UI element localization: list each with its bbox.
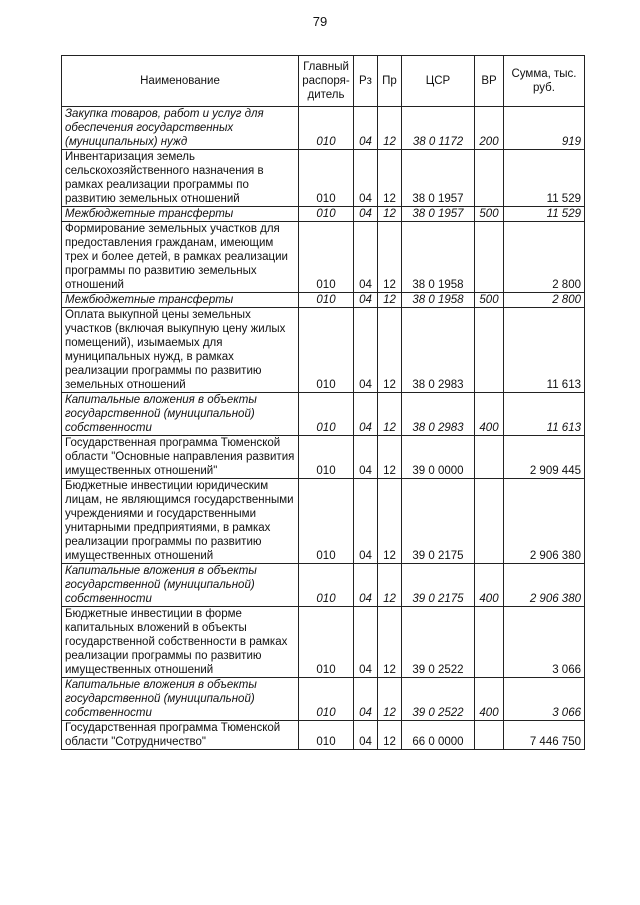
cell-csr: 38 0 1958 bbox=[402, 222, 475, 293]
cell-sum: 11 529 bbox=[504, 150, 585, 207]
cell-pr: 12 bbox=[378, 678, 402, 721]
table-row bbox=[62, 293, 585, 308]
cell-name: Закупка товаров, работ и услуг для обеспечения государственных (муниципальных) нужд bbox=[62, 107, 299, 150]
header-name: Наименование bbox=[62, 56, 299, 107]
cell-csr: 39 0 0000 bbox=[402, 436, 475, 479]
page-number: 79 bbox=[312, 14, 328, 29]
cell-vr bbox=[475, 222, 504, 293]
cell-vr bbox=[475, 436, 504, 479]
cell-sum: 11 529 bbox=[504, 207, 585, 222]
cell-rz: 04 bbox=[354, 107, 378, 150]
cell-pr: 12 bbox=[378, 393, 402, 436]
cell-pr: 12 bbox=[378, 721, 402, 750]
cell-rz: 04 bbox=[354, 564, 378, 607]
cell-sum: 3 066 bbox=[504, 678, 585, 721]
table-row bbox=[62, 107, 585, 150]
cell-sum: 2 906 380 bbox=[504, 564, 585, 607]
cell-rz: 04 bbox=[354, 308, 378, 393]
cell-name: Капитальные вложения в объекты государственной (муниципальной) собственности bbox=[62, 564, 299, 607]
cell-vr bbox=[475, 308, 504, 393]
cell-glav: 010 bbox=[299, 207, 354, 222]
cell-vr bbox=[475, 150, 504, 207]
cell-rz: 04 bbox=[354, 150, 378, 207]
cell-glav: 010 bbox=[299, 150, 354, 207]
cell-vr bbox=[475, 721, 504, 750]
cell-vr: 200 bbox=[475, 107, 504, 150]
cell-glav: 010 bbox=[299, 607, 354, 678]
cell-glav: 010 bbox=[299, 479, 354, 564]
budget-table bbox=[61, 55, 585, 750]
cell-csr: 38 0 1957 bbox=[402, 207, 475, 222]
header-vr: ВР bbox=[475, 56, 504, 107]
cell-vr: 500 bbox=[475, 207, 504, 222]
cell-pr: 12 bbox=[378, 222, 402, 293]
cell-glav: 010 bbox=[299, 678, 354, 721]
cell-glav: 010 bbox=[299, 721, 354, 750]
cell-pr: 12 bbox=[378, 150, 402, 207]
cell-csr: 39 0 2522 bbox=[402, 678, 475, 721]
header-sum: Сумма, тыс. руб. bbox=[504, 56, 585, 107]
cell-name: Бюджетные инвестиции юридическим лицам, не являющимся государственными учреждениями и государственными унитарными предприятиями, в рамках реализации программы по развитию имущественных отношений bbox=[62, 479, 299, 564]
cell-glav: 010 bbox=[299, 564, 354, 607]
cell-pr: 12 bbox=[378, 607, 402, 678]
header-rz: Рз bbox=[354, 56, 378, 107]
cell-sum: 11 613 bbox=[504, 308, 585, 393]
cell-pr: 12 bbox=[378, 479, 402, 564]
cell-glav: 010 bbox=[299, 293, 354, 308]
cell-rz: 04 bbox=[354, 436, 378, 479]
cell-name: Оплата выкупной цены земельных участков (включая выкупную цену жилых помещений), изымаемых для муниципальных нужд, в рамках реализации программы по развитию земельных отношений bbox=[62, 308, 299, 393]
cell-sum: 7 446 750 bbox=[504, 721, 585, 750]
table-row bbox=[62, 222, 585, 293]
cell-name: Государственная программа Тюменской области "Сотрудничество" bbox=[62, 721, 299, 750]
cell-rz: 04 bbox=[354, 207, 378, 222]
cell-rz: 04 bbox=[354, 721, 378, 750]
cell-glav: 010 bbox=[299, 107, 354, 150]
header-row bbox=[62, 56, 585, 107]
header-glav: Главный распоря- дитель bbox=[299, 56, 354, 107]
cell-sum: 919 bbox=[504, 107, 585, 150]
table-row bbox=[62, 564, 585, 607]
cell-sum: 2 800 bbox=[504, 222, 585, 293]
table-row bbox=[62, 207, 585, 222]
table-row bbox=[62, 721, 585, 750]
cell-csr: 38 0 1958 bbox=[402, 293, 475, 308]
cell-rz: 04 bbox=[354, 479, 378, 564]
cell-pr: 12 bbox=[378, 293, 402, 308]
cell-vr: 400 bbox=[475, 393, 504, 436]
cell-name: Капитальные вложения в объекты государственной (муниципальной) собственности bbox=[62, 678, 299, 721]
cell-vr bbox=[475, 479, 504, 564]
cell-csr: 38 0 1957 bbox=[402, 150, 475, 207]
cell-name: Государственная программа Тюменской области "Основные направления развития имущественных отношений" bbox=[62, 436, 299, 479]
cell-sum: 2 909 445 bbox=[504, 436, 585, 479]
cell-rz: 04 bbox=[354, 293, 378, 308]
header-csr: ЦСР bbox=[402, 56, 475, 107]
cell-csr: 39 0 2522 bbox=[402, 607, 475, 678]
cell-rz: 04 bbox=[354, 393, 378, 436]
cell-glav: 010 bbox=[299, 222, 354, 293]
cell-csr: 39 0 2175 bbox=[402, 564, 475, 607]
cell-name: Межбюджетные трансферты bbox=[62, 293, 299, 308]
cell-sum: 3 066 bbox=[504, 607, 585, 678]
table-row bbox=[62, 607, 585, 678]
cell-rz: 04 bbox=[354, 678, 378, 721]
cell-rz: 04 bbox=[354, 607, 378, 678]
table-row bbox=[62, 393, 585, 436]
cell-csr: 39 0 2175 bbox=[402, 479, 475, 564]
cell-sum: 11 613 bbox=[504, 393, 585, 436]
table-row bbox=[62, 150, 585, 207]
cell-pr: 12 bbox=[378, 207, 402, 222]
table-row bbox=[62, 479, 585, 564]
cell-csr: 38 0 2983 bbox=[402, 393, 475, 436]
cell-sum: 2 800 bbox=[504, 293, 585, 308]
table-row bbox=[62, 678, 585, 721]
cell-sum: 2 906 380 bbox=[504, 479, 585, 564]
cell-name: Капитальные вложения в объекты государственной (муниципальной) собственности bbox=[62, 393, 299, 436]
table-row bbox=[62, 436, 585, 479]
cell-name: Бюджетные инвестиции в форме капитальных вложений в объекты государственной собственности в рамках реализации программы по развитию имущественных отношений bbox=[62, 607, 299, 678]
cell-glav: 010 bbox=[299, 393, 354, 436]
cell-vr: 500 bbox=[475, 293, 504, 308]
cell-rz: 04 bbox=[354, 222, 378, 293]
cell-vr bbox=[475, 607, 504, 678]
cell-csr: 66 0 0000 bbox=[402, 721, 475, 750]
cell-name: Инвентаризация земель сельскохозяйственного назначения в рамках реализации программы по развитию земельных отношений bbox=[62, 150, 299, 207]
table-row bbox=[62, 308, 585, 393]
header-pr: Пр bbox=[378, 56, 402, 107]
cell-csr: 38 0 1172 bbox=[402, 107, 475, 150]
cell-csr: 38 0 2983 bbox=[402, 308, 475, 393]
cell-name: Межбюджетные трансферты bbox=[62, 207, 299, 222]
cell-pr: 12 bbox=[378, 107, 402, 150]
cell-pr: 12 bbox=[378, 308, 402, 393]
cell-pr: 12 bbox=[378, 564, 402, 607]
cell-vr: 400 bbox=[475, 678, 504, 721]
cell-glav: 010 bbox=[299, 308, 354, 393]
cell-glav: 010 bbox=[299, 436, 354, 479]
cell-pr: 12 bbox=[378, 436, 402, 479]
cell-vr: 400 bbox=[475, 564, 504, 607]
cell-name: Формирование земельных участков для предоставления гражданам, имеющим трех и более детей, в рамках реализации программы по развитию земельных отношений bbox=[62, 222, 299, 293]
